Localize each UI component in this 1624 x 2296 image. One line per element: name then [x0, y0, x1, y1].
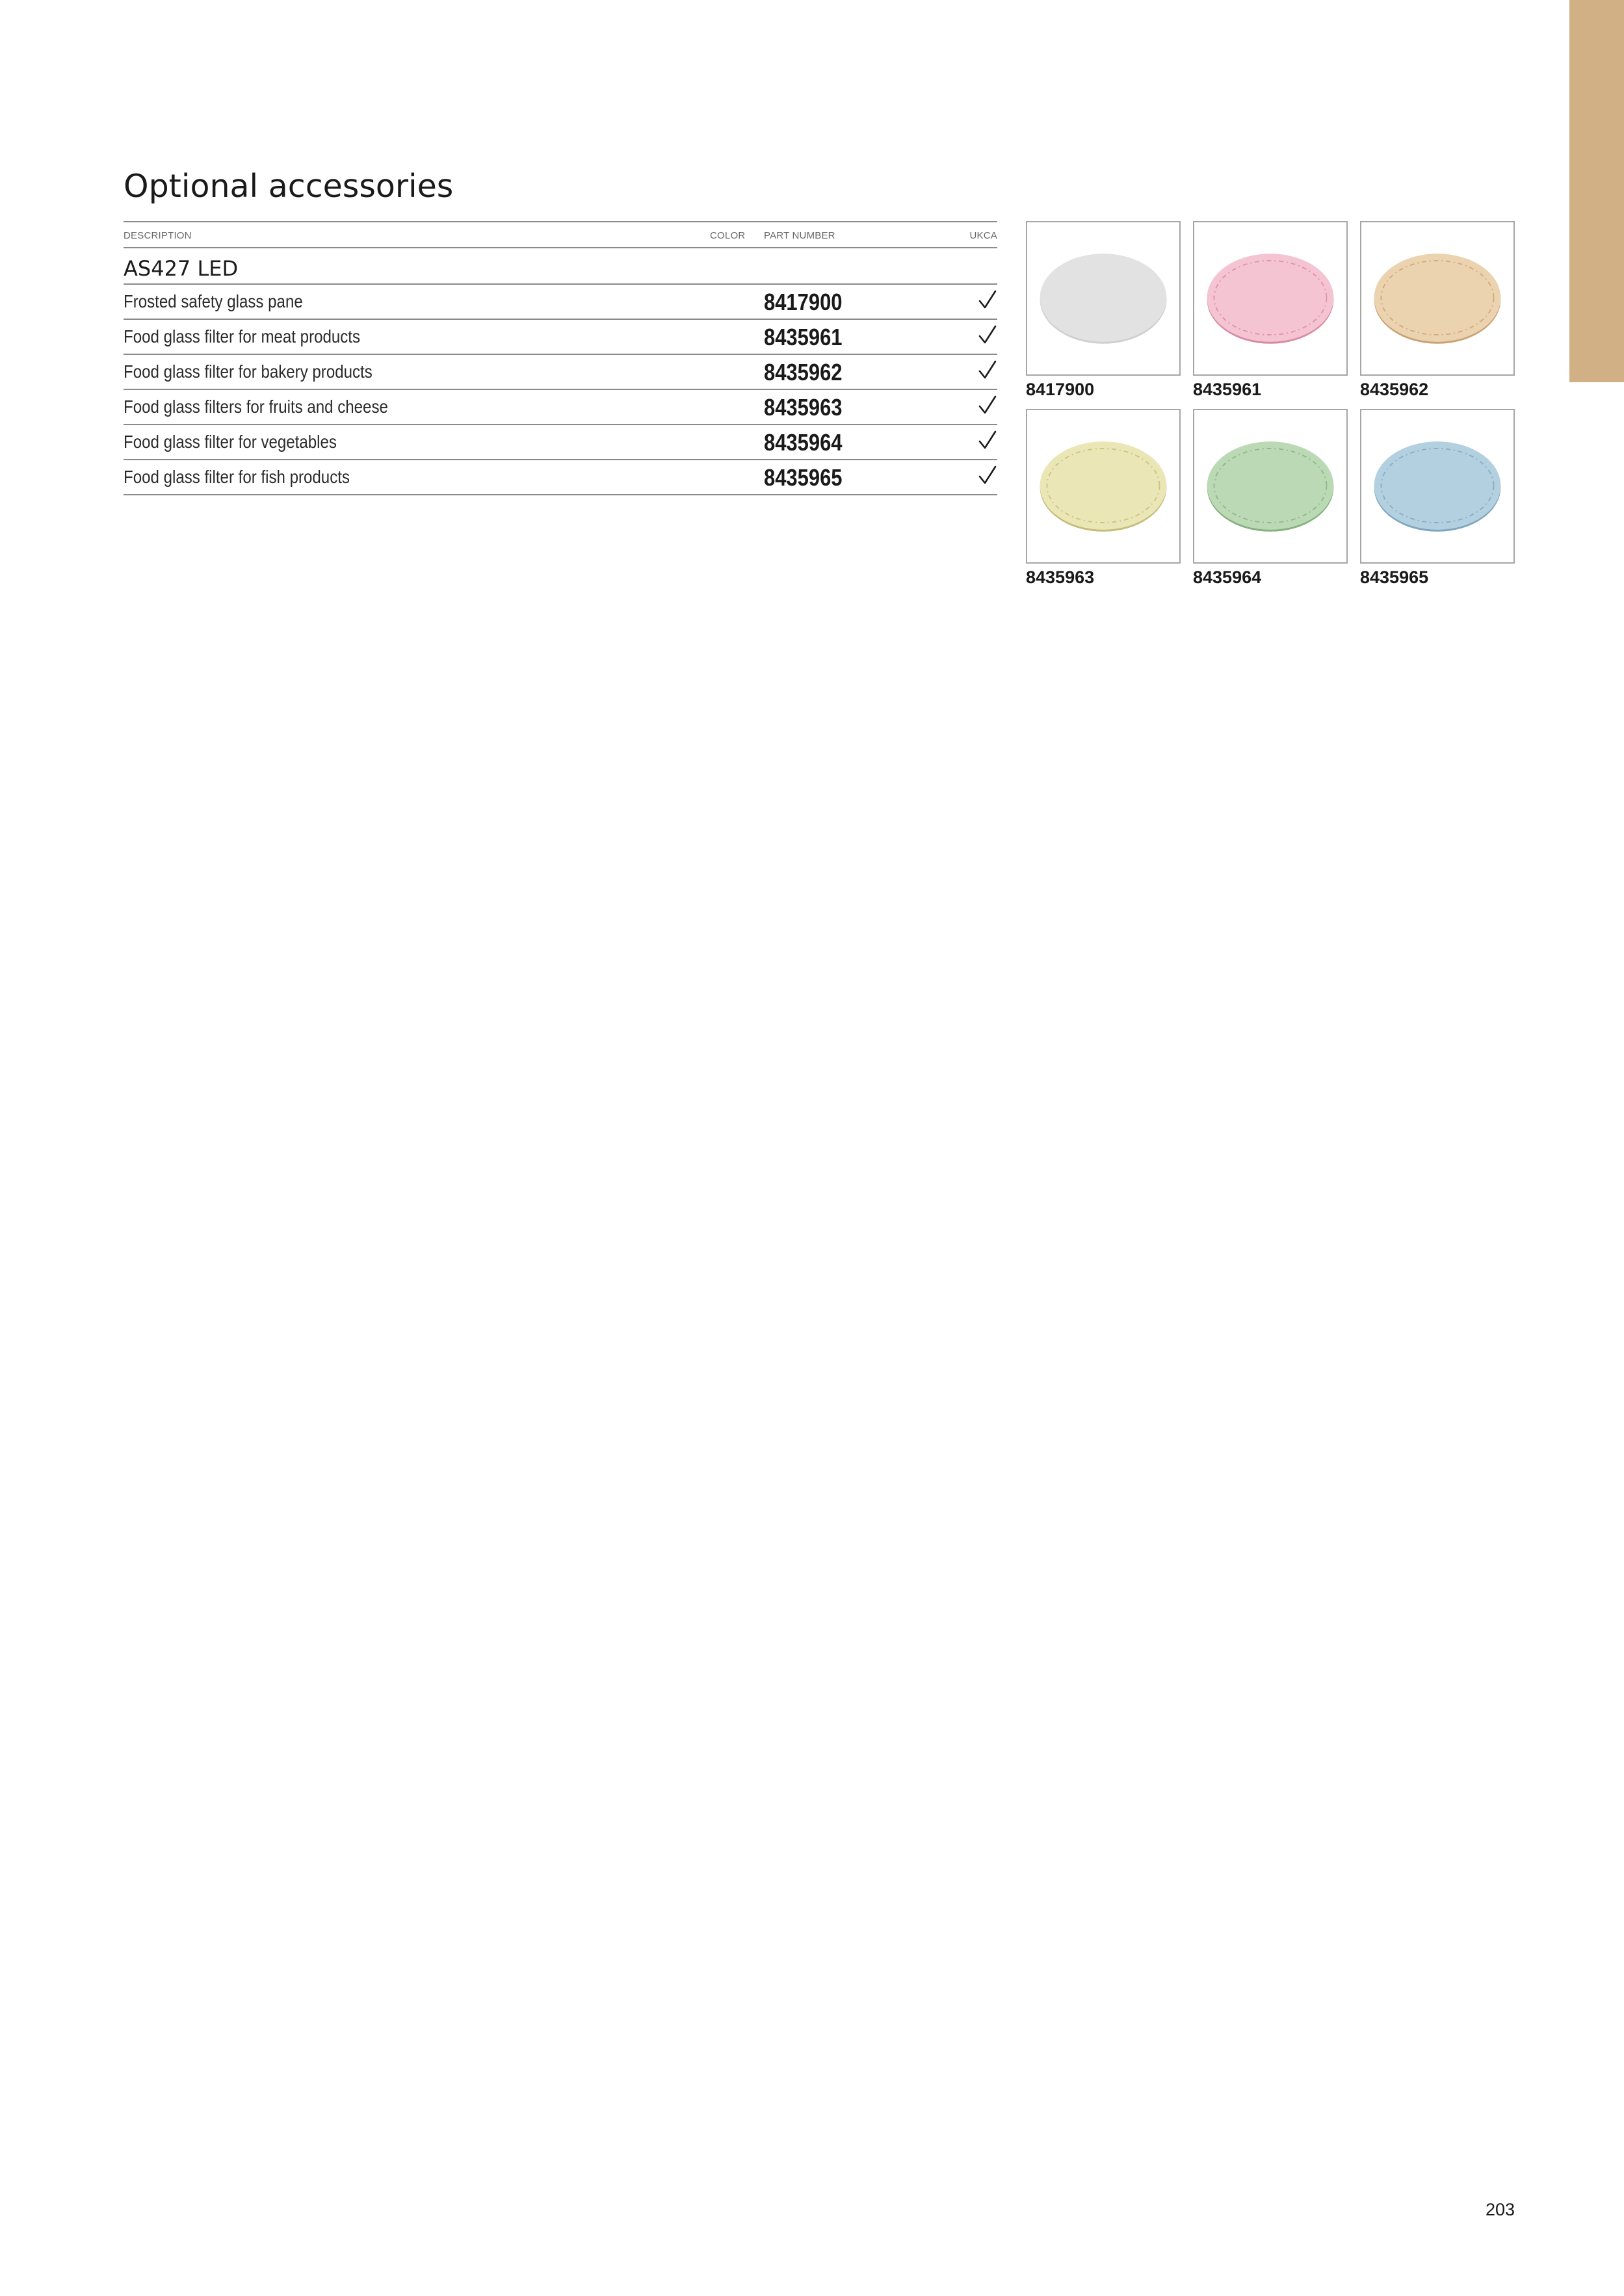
thumbnail-frame — [1360, 221, 1515, 376]
row-part-number: 8417900 — [764, 289, 843, 315]
thumbnail-frame — [1026, 221, 1181, 376]
thumbnail-label: 8435963 — [1026, 567, 1095, 587]
thumbnail-frame — [1360, 409, 1515, 564]
page-number: 203 — [1486, 2200, 1515, 2219]
header-description: DESCRIPTION — [124, 230, 192, 241]
accessories-table — [124, 221, 997, 495]
thumbnail-label: 8417900 — [1026, 380, 1095, 399]
product-group-title: AS427 LED — [124, 248, 997, 285]
row-description: Food glass filter for meat products — [124, 326, 361, 346]
glass-filter-image — [1194, 410, 1346, 562]
header-part-number: PART NUMBER — [764, 230, 835, 241]
thumbnail-label: 8435964 — [1193, 567, 1262, 587]
glass-filter-image — [1027, 410, 1179, 562]
glass-filter-image — [1361, 222, 1513, 374]
glass-filter-image — [1027, 222, 1179, 374]
table-row — [124, 425, 997, 460]
header-ukca: UKCA — [969, 230, 997, 241]
table-row — [124, 390, 997, 425]
row-part-number: 8435964 — [764, 429, 843, 456]
product-thumbnail — [1193, 221, 1348, 400]
row-description: Food glass filters for fruits and cheese — [124, 397, 388, 417]
ukca-check-icon — [978, 464, 997, 486]
row-part-number: 8435962 — [764, 359, 843, 385]
thumbnail-label: 8435962 — [1360, 380, 1429, 399]
glass-filter-image — [1361, 410, 1513, 562]
row-description: Food glass filter for bakery products — [124, 361, 373, 382]
thumbnail-frame — [1193, 221, 1348, 376]
product-thumbnail — [1193, 409, 1348, 588]
ukca-check-icon — [978, 394, 997, 416]
table-body — [124, 285, 997, 495]
glass-filter-image — [1194, 222, 1346, 374]
product-thumbnail — [1026, 409, 1181, 588]
table-row — [124, 285, 997, 320]
row-part-number: 8435965 — [764, 464, 843, 491]
thumbnail-frame — [1193, 409, 1348, 564]
row-description: Frosted safety glass pane — [124, 291, 303, 311]
table-row — [124, 460, 997, 495]
ukca-check-icon — [978, 324, 997, 346]
product-thumbnail — [1360, 221, 1515, 400]
row-description: Food glass filter for fish products — [124, 467, 350, 487]
ukca-check-icon — [978, 289, 997, 311]
product-thumbnail — [1360, 409, 1515, 588]
page-title: Optional accessories — [124, 168, 454, 205]
side-tab — [1569, 0, 1624, 382]
table-row — [124, 355, 997, 390]
row-part-number: 8435961 — [764, 324, 843, 350]
thumbnail-label: 8435965 — [1360, 567, 1429, 587]
thumbnail-label: 8435961 — [1193, 380, 1262, 399]
product-thumbnail — [1026, 221, 1181, 400]
table-row — [124, 320, 997, 355]
thumbnail-frame — [1026, 409, 1181, 564]
row-description: Food glass filter for vegetables — [124, 432, 337, 452]
ukca-check-icon — [978, 359, 997, 381]
header-color: COLOR — [710, 230, 746, 241]
row-part-number: 8435963 — [764, 394, 843, 421]
table-header — [124, 221, 997, 248]
ukca-check-icon — [978, 429, 997, 451]
